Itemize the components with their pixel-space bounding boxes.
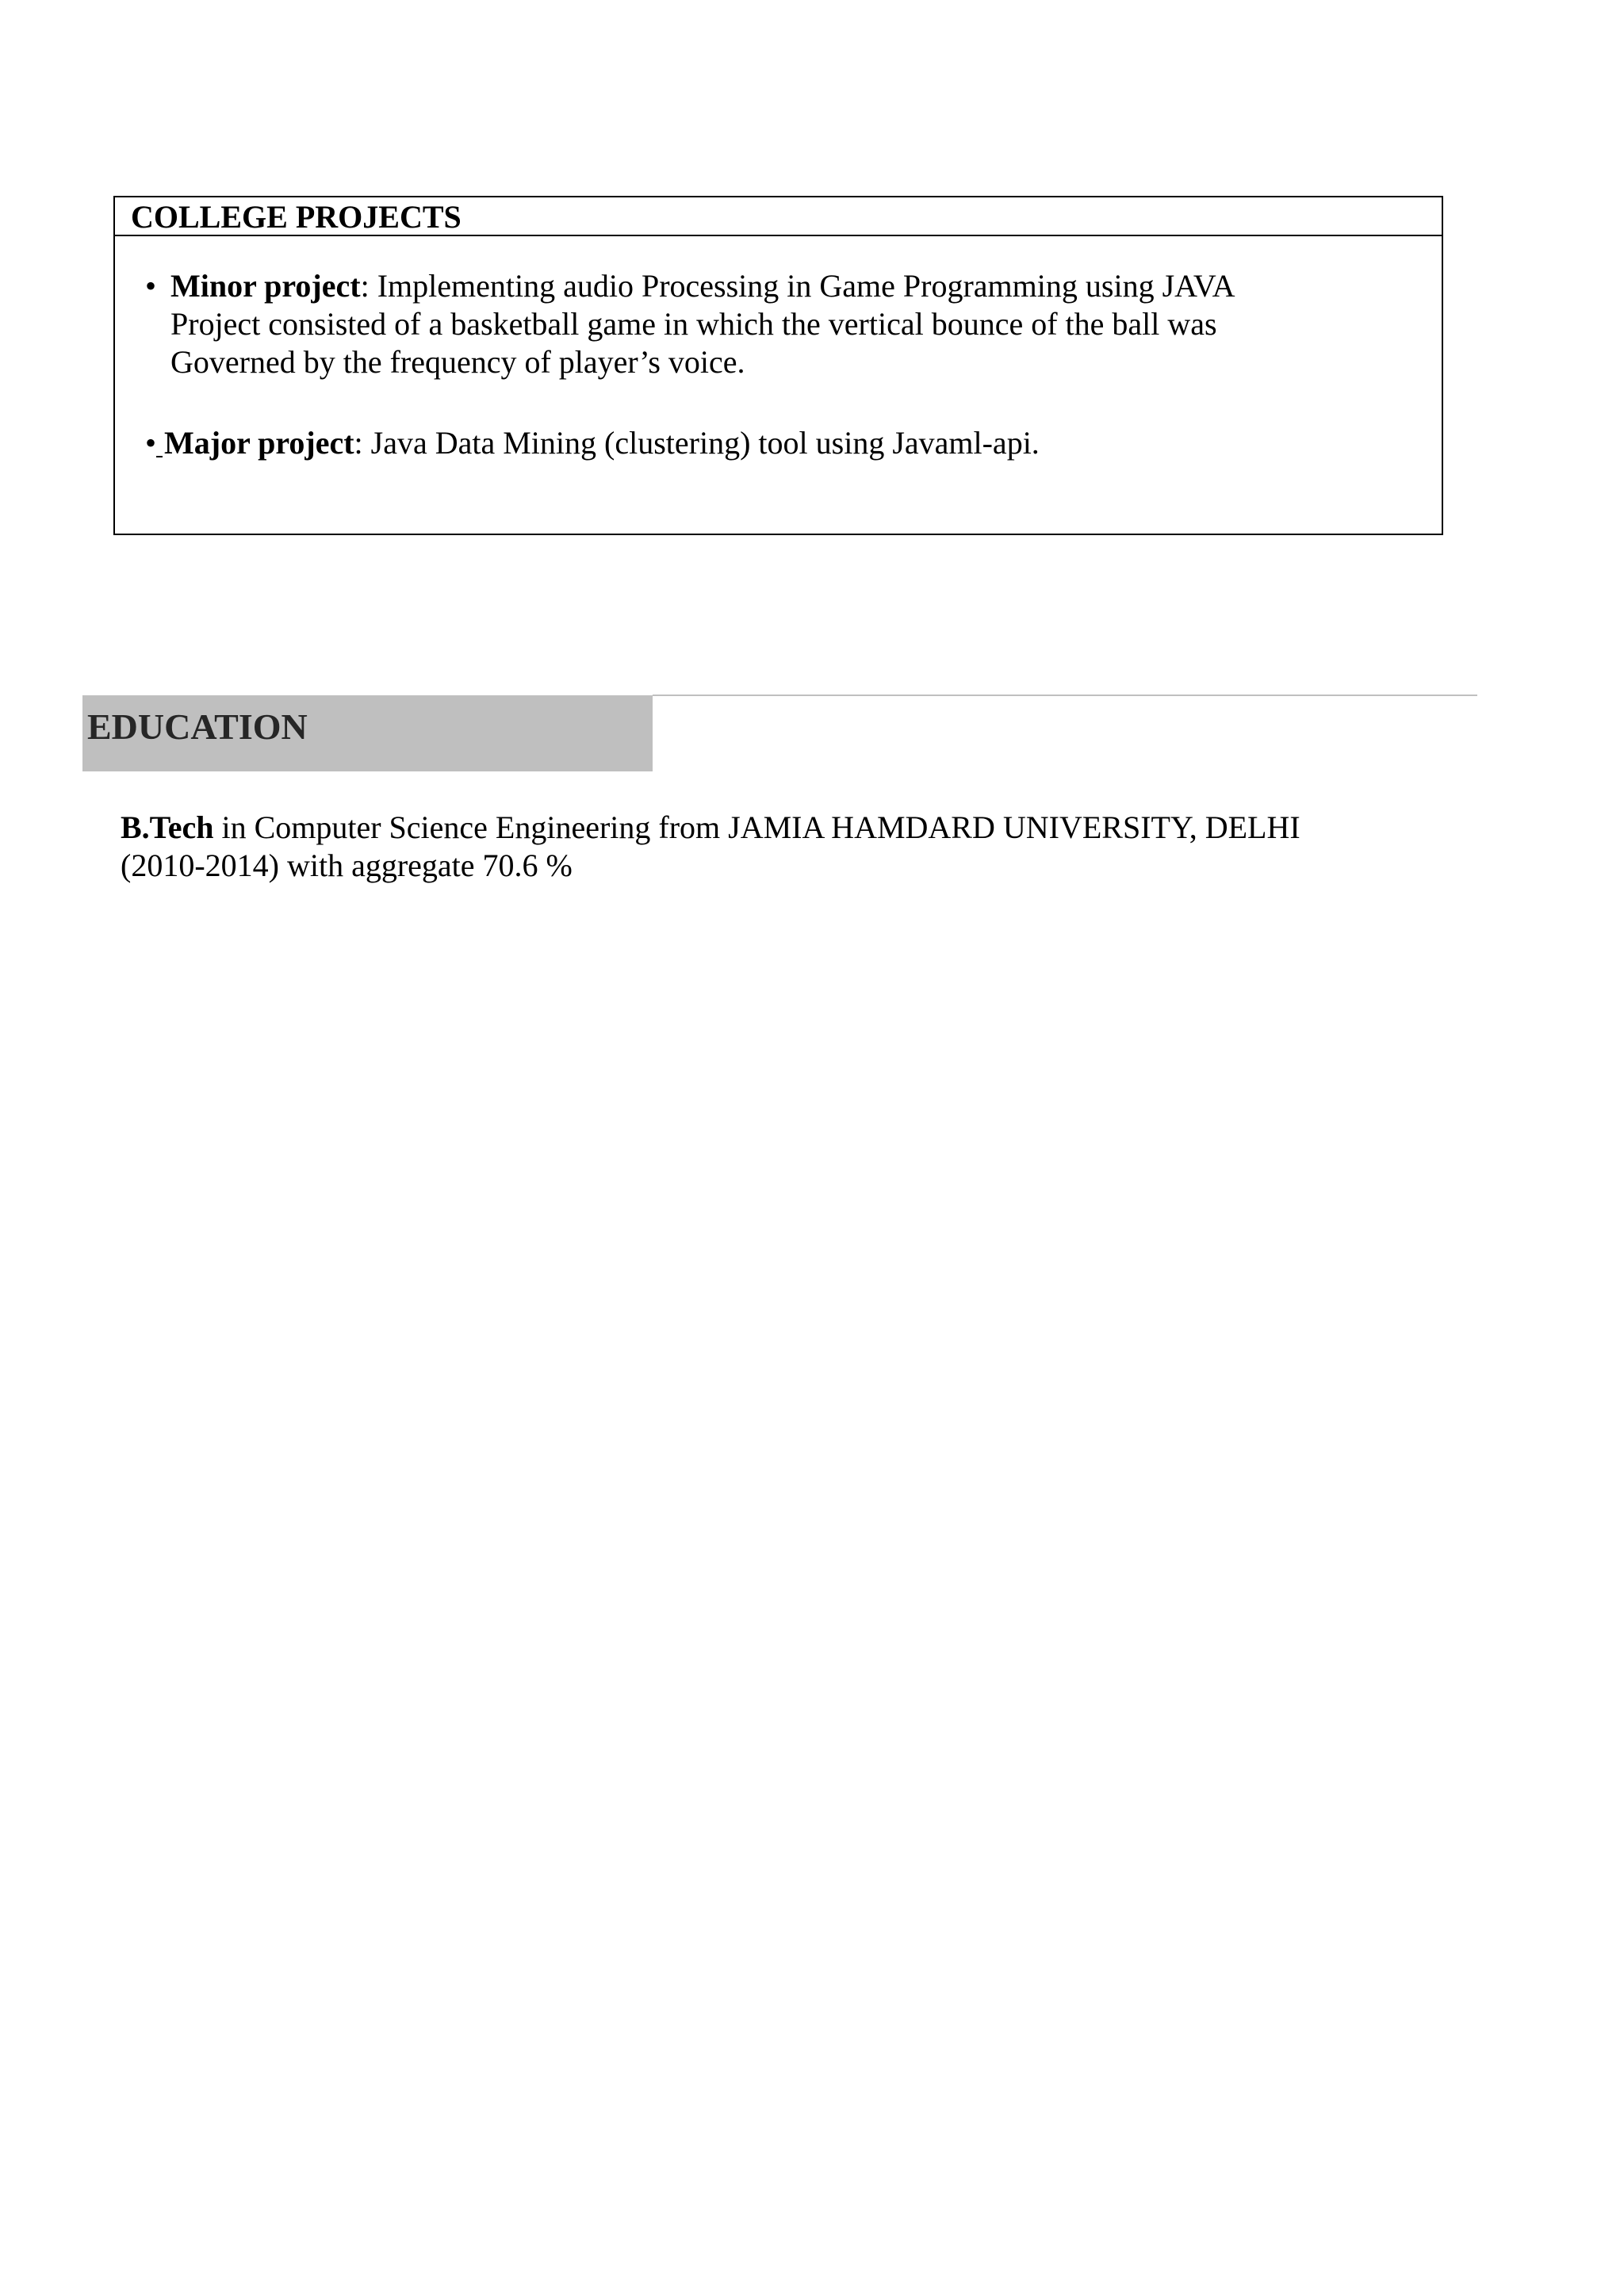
minor-project-name: Minor project [170,268,361,304]
college-projects-section [113,196,1443,535]
minor-project-description: Implementing audio Processing in Game Programming using JAVA [377,268,1235,304]
education-divider [653,695,1477,696]
minor-project-text [170,267,1408,381]
major-project-line-1 [164,424,1401,462]
education-heading: EDUCATION [87,706,308,747]
minor-project-line-3: Governed by the frequency of player’s voice. [170,344,745,380]
major-project-text [164,424,1401,462]
education-line-2: (2010-2014) with aggregate 70.6 % [121,848,573,883]
degree-details: in Computer Science Engineering from JAMIA HAMDARD UNIVERSITY, DELHI [213,809,1300,845]
minor-project-line-1 [170,267,1408,305]
bullet-underline [156,424,163,457]
education-entry [121,809,1469,885]
major-project-name: Major project [164,425,354,461]
minor-project-separator: : [360,268,377,304]
bullet-icon: • [145,268,157,304]
major-project-separator: : [354,425,371,461]
minor-project-line-2: Project consisted of a basketball game in which the vertical bounce of the ball was [170,306,1217,342]
bullet-icon: • [145,425,157,461]
major-project-description: Java Data Mining (clustering) tool using Javaml-api. [370,425,1040,461]
education-heading-bar [82,695,653,771]
college-projects-heading: COLLEGE PROJECTS [115,197,1442,236]
education-line-1 [121,809,1469,847]
degree-name: B.Tech [121,809,214,845]
